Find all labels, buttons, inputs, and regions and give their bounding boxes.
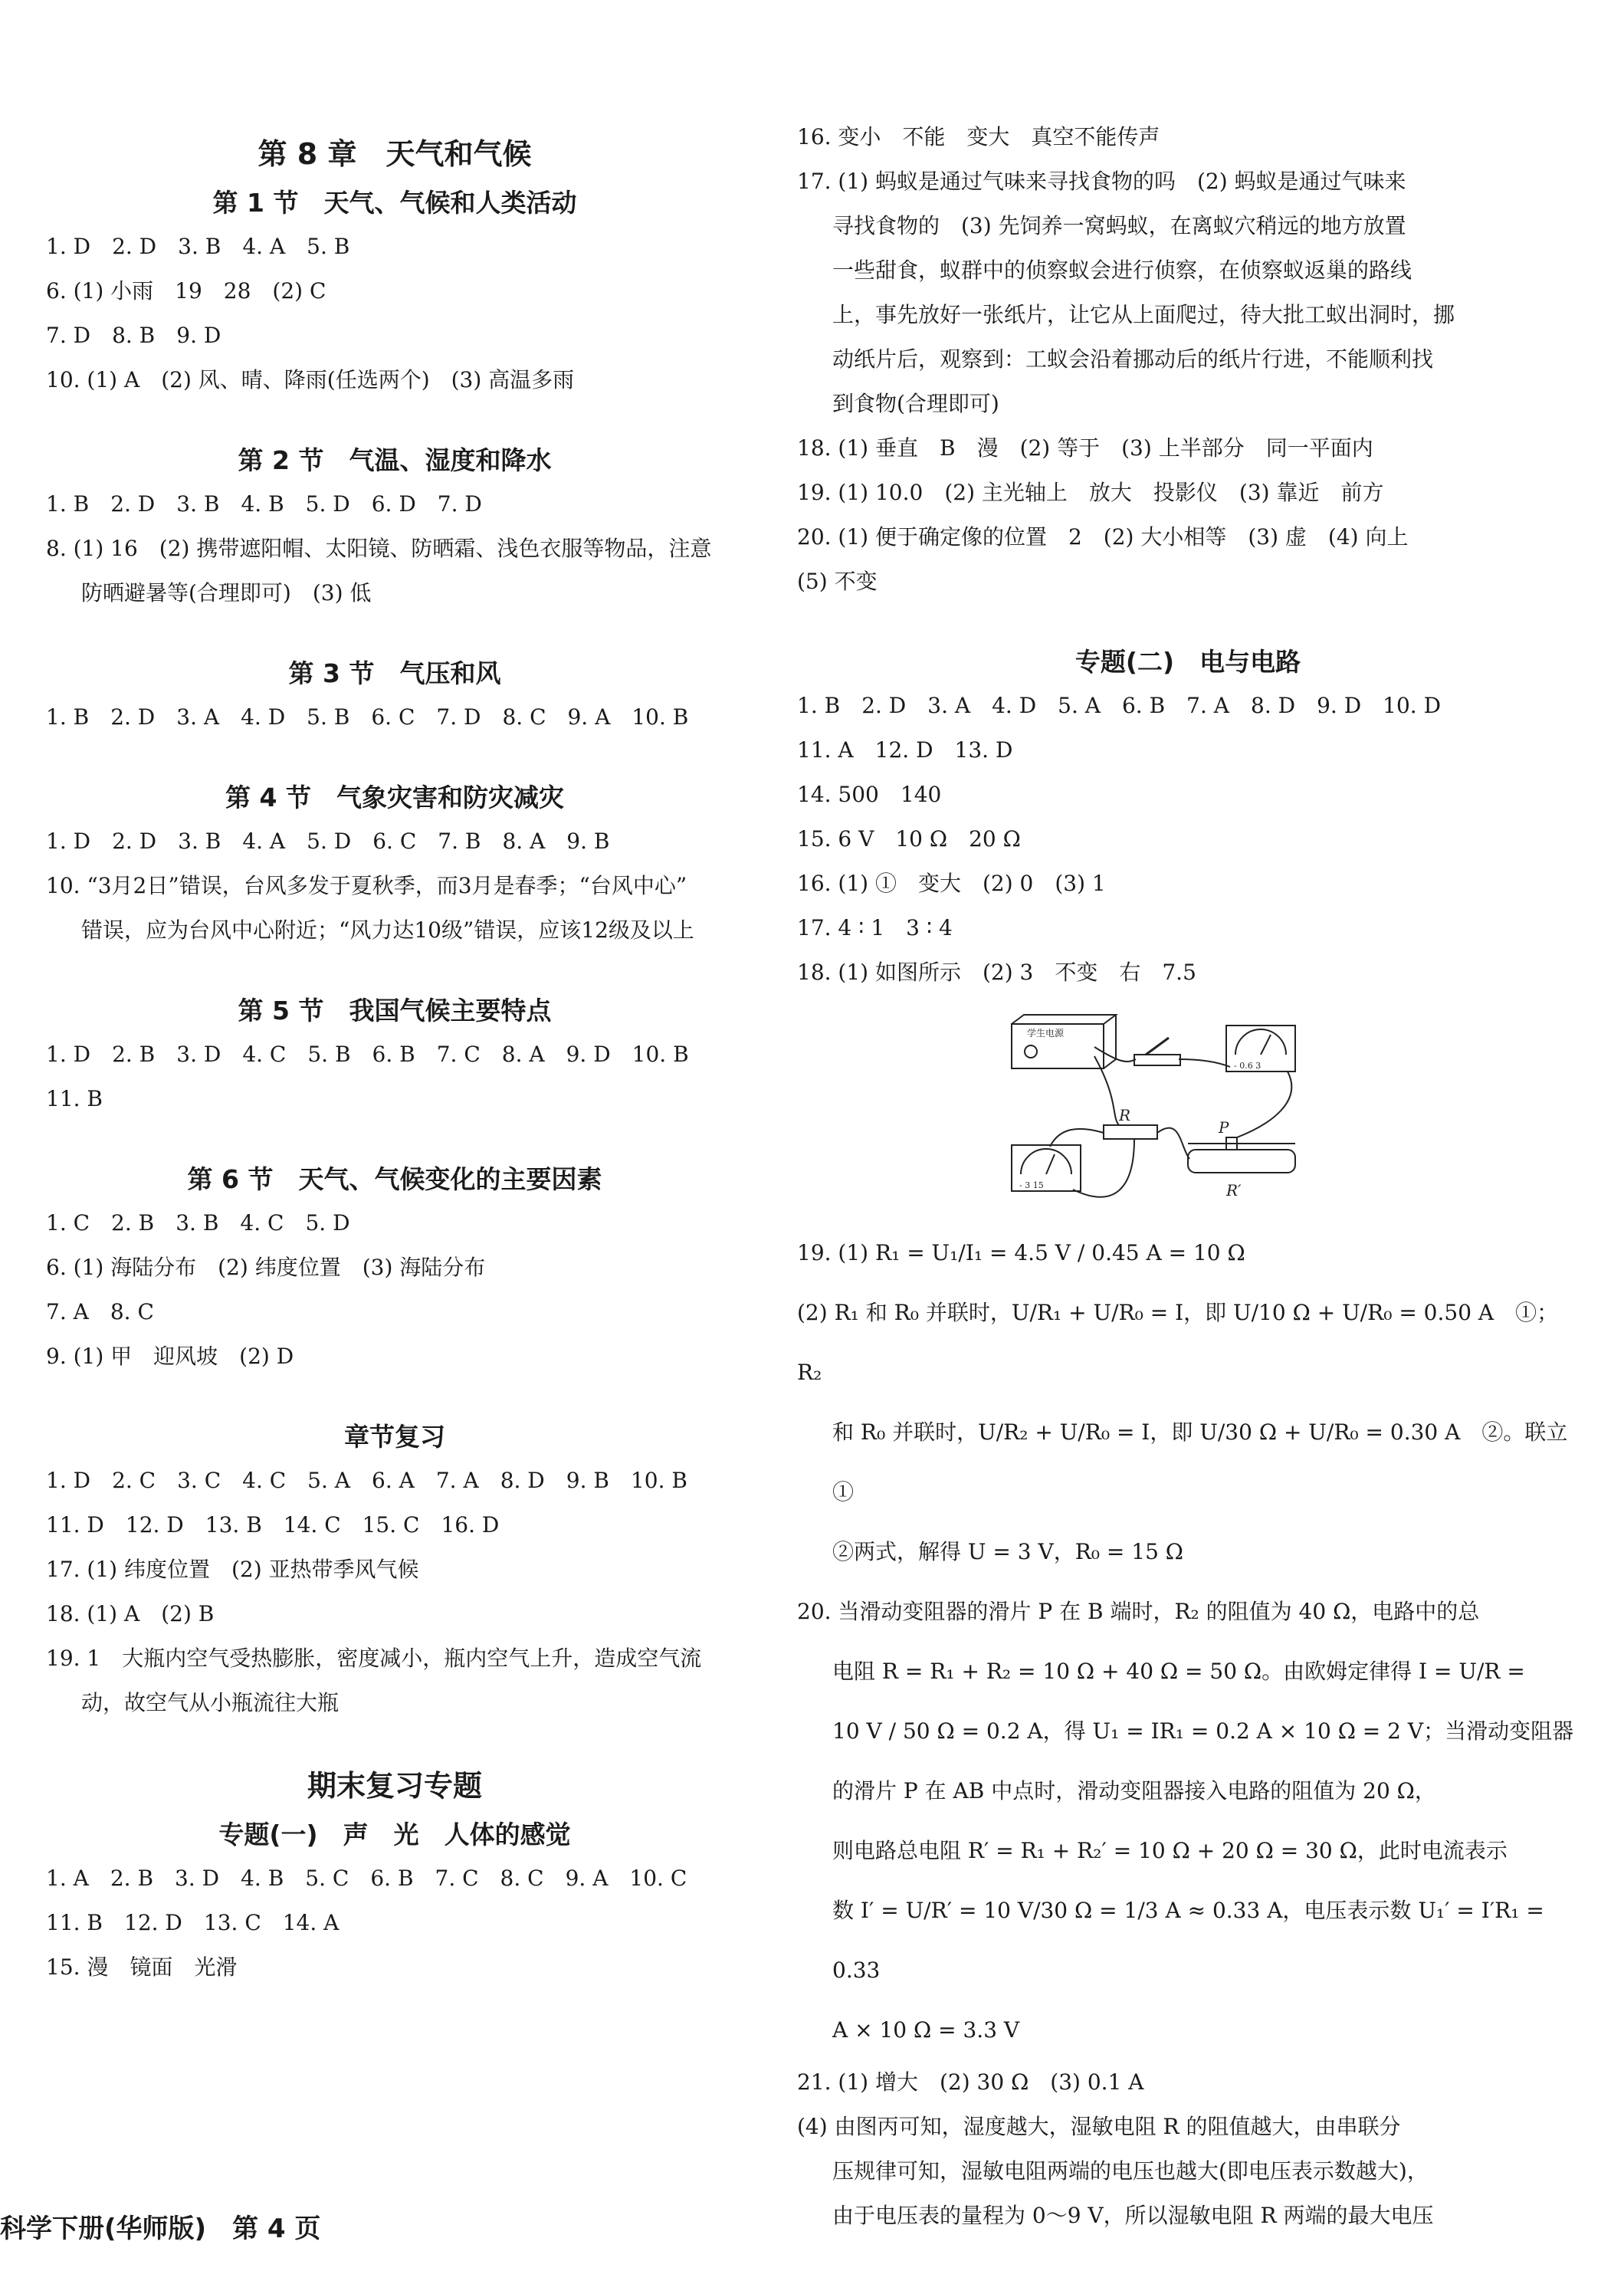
answer-line: 15. 漫 镜面 光滑 [46,1954,238,1980]
acoustics-optics-answers [797,115,1579,604]
answer-line: 10. “3月2日”错误，台风多发于夏秋季，而3月是春季；“台风中心” [46,873,687,898]
section-block [46,989,743,1121]
answer-line: 19. (1) R₁ = U₁/I₁ = 4.5 V / 0.45 A = 10 Ω [797,1240,1245,1265]
section-block [46,1416,743,1725]
answer-line: 1. D 2. D 3. B 4. A 5. D 6. C 7. B 8. A 9. B [46,829,610,854]
answer-line: 1. D 2. D 3. B 4. A 5. B [46,234,350,259]
answer-line: 7. D 8. B 9. D [46,323,221,348]
slider-p-label: P [1219,1118,1229,1137]
answer-line: 18. (1) 如图所示 (2) 3 不变 右 7.5 [797,960,1196,985]
power-supply-label: 学生电源 [1027,1028,1065,1039]
answer-line: 动纸片后，观察到：工蚁会沿着挪动后的纸片行进，不能顺利找 [832,346,1434,372]
circuit-figure [996,1009,1318,1216]
answer-line: 一些甜食，蚁群中的侦察蚁会进行侦察，在侦察蚁返巢的路线 [832,258,1412,283]
answer-line: 17. (1) 纬度位置 (2) 亚热带季风气候 [46,1557,419,1582]
answer-line: 错误，应为台风中心附近；“风力达10级”错误，应该12级及以上 [81,917,694,943]
answer-line: 到食物(合理即可) [832,391,999,416]
answer-line: 1. B 2. D 3. A 4. D 5. A 6. B 7. A 8. D 9. D 10. D [797,693,1442,718]
section-title: 第 1 节 天气、气候和人类活动 [212,188,577,218]
answer-line: 动，故空气从小瓶流往大瓶 [81,1690,340,1715]
section-block [46,776,743,953]
ammeter-scale-label: - 0.6 3 [1234,1061,1261,1071]
voltmeter-scale-label: - 3 15 [1019,1180,1044,1190]
answer-line: 和 R₀ 并联时，U/R₂ + U/R₀ = I，即 U/30 Ω + U/R₀ = 0.30 A ②。联立① [832,1419,1568,1505]
answer-line: 14. 500 140 [797,782,942,807]
answer-line: (2) R₁ 和 R₀ 并联时，U/R₁ + U/R₀ = I，即 U/10 Ω + U/R₀ = 0.50 A ①；R₂ [797,1300,1559,1385]
rheostat-rprime-label: R′ [1226,1181,1242,1199]
answer-line: 21. (1) 增大 (2) 30 Ω (3) 0.1 A [797,2069,1144,2095]
topic1-block [46,1813,743,1990]
answer-line: A × 10 Ω = 3.3 V [832,2017,1020,2043]
answer-line: 的滑片 P 在 AB 中点时，滑动变阻器接入电路的阻值为 20 Ω， [832,1778,1436,1803]
answer-line: 11. A 12. D 13. D [797,737,1013,763]
answer-line: (4) 由图丙可知，湿度越大，湿敏电阻 R 的阻值越大，由串联分 [797,2114,1401,2139]
page-footer: 科学下册(华师版) 第 4 页 [0,2214,321,2244]
answer-line: 20. 当滑动变阻器的滑片 P 在 B 端时，R₂ 的阻值为 40 Ω，电路中的总 [797,1599,1480,1624]
topic2-title: 专题(二) 电与电路 [1074,647,1301,677]
answer-line: 则电路总电阻 R′ = R₁ + R₂′ = 10 Ω + 20 Ω = 30 Ω，此时电流表示 [832,1838,1508,1863]
answer-line: 11. B [46,1086,103,1111]
answer-line: 18. (1) A (2) B [46,1601,215,1626]
answer-line: 19. (1) 10.0 (2) 主光轴上 放大 投影仪 (3) 靠近 前方 [797,480,1384,505]
answer-line: 1. B 2. D 3. A 4. D 5. B 6. C 7. D 8. C 9. A 10. B [46,704,689,730]
answer-line: 1. D 2. C 3. C 4. C 5. A 6. A 7. A 8. D 9. B 10. B [46,1468,687,1493]
section-title: 第 5 节 我国气候主要特点 [238,996,552,1026]
section-block [46,652,743,740]
answer-line: 19. 1 大瓶内空气受热膨胀，密度减小，瓶内空气上升，造成空气流 [46,1646,702,1671]
answer-line: 由于电压表的量程为 0～9 V，所以湿敏电阻 R 两端的最大电压 [832,2203,1434,2228]
answer-line: 9. (1) 甲 迎风坡 (2) D [46,1344,294,1369]
answer-line: 1. C 2. B 3. B 4. C 5. D [46,1210,350,1236]
section-title: 第 6 节 天气、气候变化的主要因素 [187,1164,602,1194]
answer-line: 17. 4 ∶ 1 3 ∶ 4 [797,915,953,940]
left-column [46,115,743,2027]
answer-line: 压规律可知，湿敏电阻两端的电压也越大(即电压表示数越大)， [832,2158,1429,2184]
answer-line: 7. A 8. C [46,1299,154,1324]
right-column [797,115,1579,2238]
topic1-title: 专题(一) 声 光 人体的感觉 [218,1820,571,1849]
topic2-block [797,641,1579,995]
answer-line: 8. (1) 16 (2) 携带遮阳帽、太阳镜、防晒霜、浅色衣服等物品，注意 [46,536,712,561]
answer-line: 6. (1) 海陆分布 (2) 纬度位置 (3) 海陆分布 [46,1255,486,1280]
answer-line: 电阻 R = R₁ + R₂ = 10 Ω + 40 Ω = 50 Ω。由欧姆定律得 I = U/R = [832,1659,1525,1684]
answer-line: 16. (1) ① 变大 (2) 0 (3) 1 [797,871,1106,896]
answer-line: 寻找食物的 (3) 先饲养一窝蚂蚁，在离蚁穴稍远的地方放置 [832,213,1406,238]
section-title: 第 4 节 气象灾害和防灾减灾 [225,783,564,812]
section-title: 第 3 节 气压和风 [288,658,501,688]
answer-line: 上，事先放好一张纸片，让它从上面爬过，待大批工蚁出洞时，挪 [832,302,1455,327]
section-title: 第 2 节 气温、湿度和降水 [238,445,552,475]
answer-line: 11. B 12. D 13. C 14. A [46,1910,340,1935]
resistor-r-label: R [1119,1106,1131,1124]
answer-line: 1. D 2. B 3. D 4. C 5. B 6. B 7. C 8. A 9. D 10. B [46,1042,689,1067]
section-block [46,439,743,615]
answer-line: 防晒避暑等(合理即可) (3) 低 [81,580,372,605]
answer-line: 17. (1) 蚂蚁是通过气味来寻找食物的吗 (2) 蚂蚁是通过气味来 [797,169,1406,194]
answer-line: 11. D 12. D 13. B 14. C 15. C 16. D [46,1512,500,1538]
final-review-title: 期末复习专题 [307,1769,482,1803]
answer-line: 数 I′ = U/R′ = 10 V/30 Ω = 1/3 A ≈ 0.33 A，电压表示数 U₁′ = I′R₁ = 0.33 [832,1898,1551,1983]
answer-line: 1. A 2. B 3. D 4. B 5. C 6. B 7. C 8. C 9. A 10. C [46,1866,687,1891]
answer-line: 1. B 2. D 3. B 4. B 5. D 6. D 7. D [46,491,482,517]
section-block [46,1158,743,1379]
answer-line: 16. 变小 不能 变大 真空不能传声 [797,124,1160,149]
answer-line: ②两式，解得 U = 3 V，R₀ = 15 Ω [832,1539,1184,1564]
section-title: 章节复习 [344,1422,445,1452]
answer-line: 20. (1) 便于确定像的位置 2 (2) 大小相等 (3) 虚 (4) 向上 [797,524,1409,550]
answer-line: 10 V / 50 Ω = 0.2 A，得 U₁ = IR₁ = 0.2 A × 10 Ω = 2 V；当滑动变阻器 [832,1718,1574,1744]
answer-line: (5) 不变 [797,569,878,594]
chapter-title: 第 8 章 天气和气候 [258,137,532,171]
answer-line: 6. (1) 小雨 19 28 (2) C [46,278,326,304]
answer-line: 15. 6 V 10 Ω 20 Ω [797,826,1021,852]
section-block [46,182,743,402]
answer-line: 18. (1) 垂直 B 漫 (2) 等于 (3) 上半部分 同一平面内 [797,435,1373,461]
answer-line: 10. (1) A (2) 风、晴、降雨(任选两个) (3) 高温多雨 [46,367,575,392]
